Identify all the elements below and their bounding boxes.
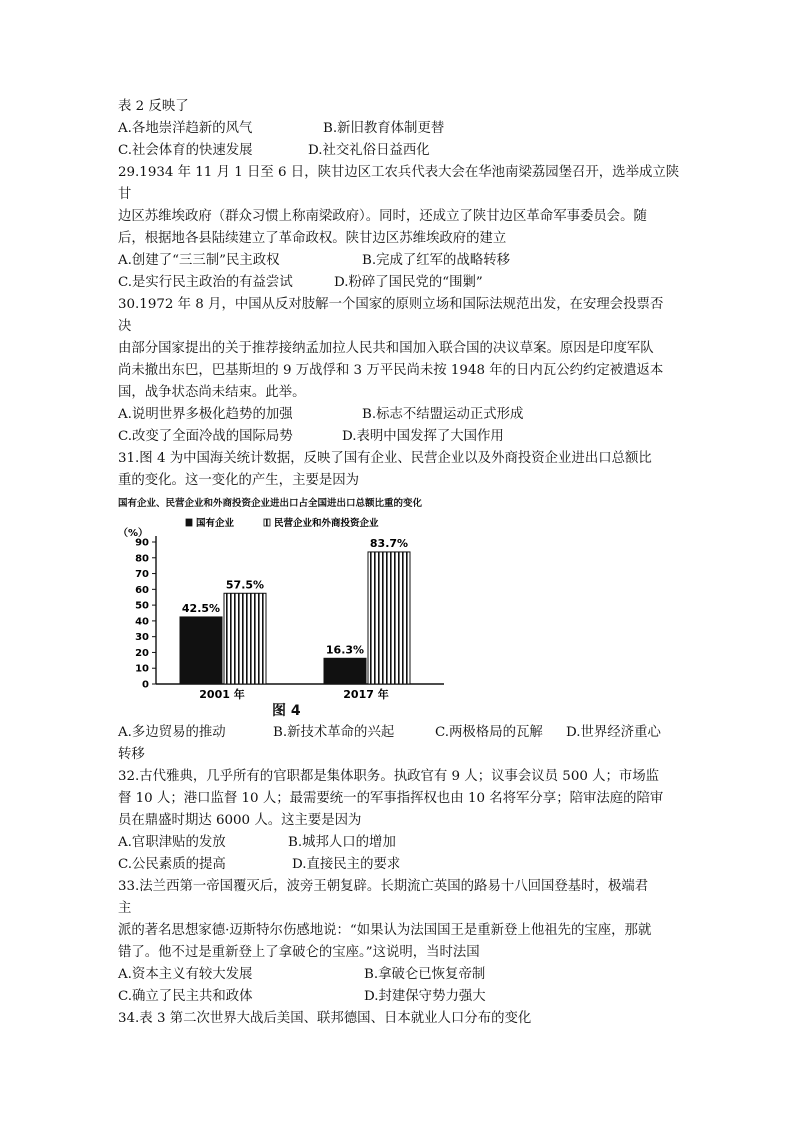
q31-option-d[interactable]: D.世界经济重心 xyxy=(566,725,661,740)
q31-option-b[interactable]: B.新技术革命的兴起 xyxy=(273,725,395,740)
q33-stem-line: 错了。他不过是重新登上了拿破仑的宝座。”这说明，当时法国 xyxy=(118,945,480,960)
y-tick-label: 40 xyxy=(135,616,149,628)
bar xyxy=(180,617,222,684)
q31-option-d-tail: 转移 xyxy=(118,747,145,762)
figure-caption: 图 4 xyxy=(272,703,301,719)
bar-data-label: 16.3% xyxy=(325,643,365,657)
q30-option-d[interactable]: D.表明中国发挥了大国作用 xyxy=(342,429,504,444)
q33-options-row-1 xyxy=(118,964,678,986)
q29-option-d[interactable]: D.粉碎了国民党的“围剿” xyxy=(334,275,483,290)
q33-stem-line: 33.法兰西第一帝国覆灭后，波旁王朝复辟。长期流亡英国的路易十八回国登基时，极端君 xyxy=(118,879,649,894)
q30-stem-line: 尚未撤出东巴，巴基斯坦的 9 万战俘和 3 万平民尚未按 1948 年的日内瓦公约约定被遣返本 xyxy=(118,363,664,378)
y-tick-label: 20 xyxy=(135,647,149,659)
q28-option-d[interactable]: D.社交礼俗日益西化 xyxy=(308,143,430,158)
legend-swatch xyxy=(264,519,270,526)
q32-stem-line: 员在鼎盛时期达 6000 人。这主要是因为 xyxy=(118,813,362,828)
y-tick-label: 90 xyxy=(135,537,149,549)
q28-option-a[interactable]: A.各地崇洋趋新的风气 xyxy=(118,121,253,136)
q28-stem-tail: 表 2 反映了 xyxy=(118,99,189,114)
bar xyxy=(324,658,366,684)
q29-stem-line: 后，根据地各县陆续建立了革命政权。陕甘边区苏维埃政府的建立 xyxy=(118,231,507,246)
bar-data-label: 57.5% xyxy=(225,578,265,592)
q33-stem-line: 派的著名思想家德·迈斯特尔伤感地说：“如果认为法国国王是重新登上他祖先的宝座，那就 xyxy=(118,923,652,938)
q31-option-a[interactable]: A.多边贸易的推动 xyxy=(118,725,226,740)
legend-label: 民营企业和外商投资企业 xyxy=(274,518,379,529)
q30-stem-line: 决 xyxy=(118,319,132,334)
y-tick-label: 80 xyxy=(135,553,149,565)
q33-option-a[interactable]: A.资本主义有较大发展 xyxy=(118,967,253,982)
q29-option-b[interactable]: B.完成了红军的战略转移 xyxy=(362,253,511,268)
y-tick-label: 60 xyxy=(135,584,149,596)
q32-option-d[interactable]: D.直接民主的要求 xyxy=(292,857,401,872)
bar xyxy=(368,552,410,684)
q32-stem-line: 督 10 人；港口监督 10 人；最需要统一的军事指挥权也由 10 名将军分享；陪审法庭的陪审 xyxy=(118,791,664,806)
q28-options-row-2 xyxy=(118,140,678,162)
q33-options-row-2 xyxy=(118,986,678,1008)
y-tick-label: 30 xyxy=(135,632,149,644)
q31-options-row xyxy=(118,722,678,744)
chart-title: 国有企业、民营企业和外商投资企业进出口占全国进出口总额比重的变化 xyxy=(118,498,423,509)
q29-stem-line: 29.1934 年 11 月 1 日至 6 日，陕甘边区工农兵代表大会在华池南梁荔园堡召开，选举成立陕 xyxy=(118,165,680,180)
q29-options-row-2 xyxy=(118,272,678,294)
q29-options-row-1 xyxy=(118,250,678,272)
q33-option-c[interactable]: C.确立了民主共和政体 xyxy=(118,989,253,1004)
q29-option-c[interactable]: C.是实行民主政治的有益尝试 xyxy=(118,275,293,290)
y-axis-unit-label: （%） xyxy=(118,528,149,539)
q30-option-c[interactable]: C.改变了全面冷战的国际局势 xyxy=(118,429,293,444)
q34-stem-line: 34.表 3 第二次世界大战后美国、联邦德国、日本就业人口分布的变化 xyxy=(118,1011,532,1026)
q28-option-c[interactable]: C.社会体育的快速发展 xyxy=(118,143,253,158)
exam-page xyxy=(118,96,678,1030)
q32-option-c[interactable]: C.公民素质的提高 xyxy=(118,857,226,872)
q28-option-b[interactable]: B.新旧教育体制更替 xyxy=(323,121,445,136)
q30-stem-line: 30.1972 年 8 月，中国从反对肢解一个国家的原则立场和国际法规范出发，在安理会投票否 xyxy=(118,297,664,312)
q30-option-b[interactable]: B.标志不结盟运动正式形成 xyxy=(362,407,524,422)
q32-option-a[interactable]: A.官职津贴的发放 xyxy=(118,835,226,850)
q32-stem-line: 32.古代雅典，几乎所有的官职都是集体职务。执政官有 9 人；议事会议员 500 人；市场监 xyxy=(118,769,660,784)
q33-option-d[interactable]: D.封建保守势力强大 xyxy=(364,989,486,1004)
x-category-label: 2001 年 xyxy=(199,688,245,700)
q30-stem-line: 国，战争状态尚未结束。此举。 xyxy=(118,385,306,400)
bar-data-label: 42.5% xyxy=(181,601,221,615)
q30-option-a[interactable]: A.说明世界多极化趋势的加强 xyxy=(118,407,293,422)
y-tick-label: 0 xyxy=(142,679,149,691)
q28-options-row-1 xyxy=(118,118,678,140)
q29-option-a[interactable]: A.创建了“三三制”民主政权 xyxy=(118,253,280,268)
q31-option-c[interactable]: C.两极格局的瓦解 xyxy=(435,725,543,740)
bar-data-label: 83.7% xyxy=(369,536,409,550)
q31-stem-line: 重的变化。这一变化的产生，主要是因为 xyxy=(118,473,360,488)
x-category-label: 2017 年 xyxy=(343,688,389,700)
q30-options-row-2 xyxy=(118,426,678,448)
q33-option-b[interactable]: B.拿破仑已恢复帝制 xyxy=(364,967,486,982)
q32-options-row-2 xyxy=(118,854,678,876)
q32-options-row-1 xyxy=(118,832,678,854)
legend-swatch xyxy=(186,519,192,526)
y-tick-label: 50 xyxy=(135,600,149,612)
y-tick-label: 70 xyxy=(135,569,149,581)
q29-stem-line: 甘 xyxy=(118,187,132,202)
q30-stem-line: 由部分国家提出的关于推荐接纳孟加拉人民共和国加入联合国的决议草案。原因是印度军队 xyxy=(118,341,654,356)
q32-option-b[interactable]: B.城邦人口的增加 xyxy=(288,835,396,850)
q31-stem-line: 31.图 4 为中国海关统计数据，反映了国有企业、民营企业以及外商投资企业进出口总额比 xyxy=(118,451,652,466)
figure-4-bar-chart xyxy=(118,514,468,700)
y-tick-label: 10 xyxy=(135,663,149,675)
q29-stem-line: 边区苏维埃政府（群众习惯上称南梁政府）。同时，还成立了陕甘边区革命军事委员会。随 xyxy=(118,209,647,224)
legend-label: 国有企业 xyxy=(196,518,235,529)
q33-stem-line: 主 xyxy=(118,901,132,916)
bar xyxy=(224,593,266,684)
q30-options-row-1 xyxy=(118,404,678,426)
